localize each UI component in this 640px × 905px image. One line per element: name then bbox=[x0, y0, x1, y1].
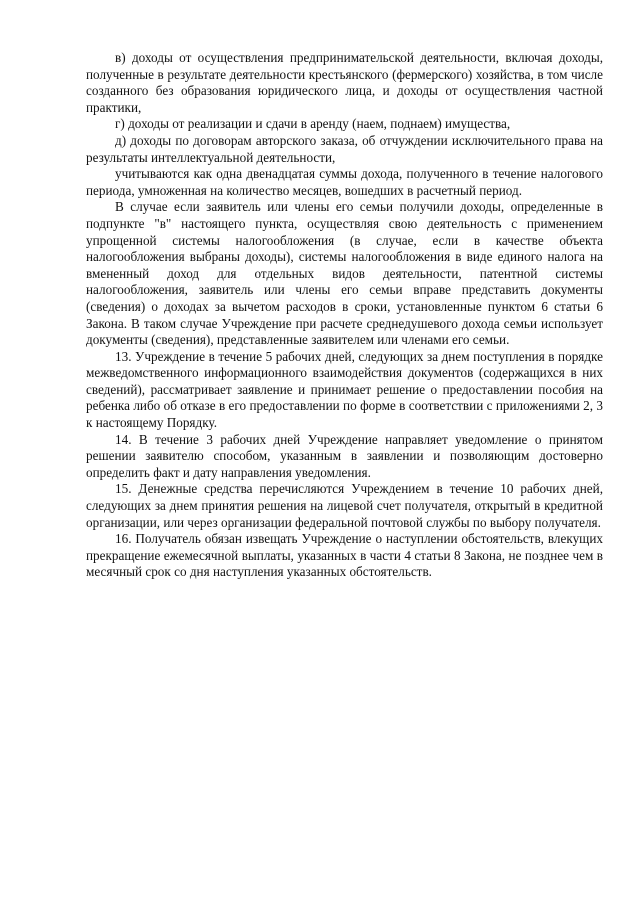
paragraph-subitem-v: в) доходы от осуществления предпринимательской деятельности, включая доходы, полученные в результате деятельности крестьянского (фермерского) хозяйства, в том числе созданного без образования юридического лица, и доходы от осуществления частной практики, bbox=[86, 50, 603, 115]
paragraph-item-16: 16. Получатель обязан извещать Учреждение о наступлении обстоятельств, влекущих прекращение ежемесячной выплаты, указанных в части 4 статьи 8 Закона, не позднее чем в месячный срок со дня наступления указанных обстоятельств. bbox=[86, 531, 603, 580]
paragraph-income-accounting: учитываются как одна двенадцатая суммы дохода, полученного в течение налогового периода, умноженная на количество месяцев, вошедших в расчетный период. bbox=[86, 166, 603, 198]
paragraph-item-14: 14. В течение 3 рабочих дней Учреждение направляет уведомление о принятом решении заявителю способом, указанным в заявлении и позволяющим достоверно определить факт и дату направления уведомления. bbox=[86, 431, 603, 480]
paragraph-item-13: 13. Учреждение в течение 5 рабочих дней, следующих за днем поступления в порядке межведомственного информационного взаимодействия документов (содержащихся в них сведений), рассматривает заявление и принимает решение о предоставлении пособия на ребенка либо об отказе в его предоставлении по форме в соответствии с приложениями 2, 3 к настоящему Порядку. bbox=[86, 348, 603, 431]
paragraph-subitem-g: г) доходы от реализации и сдачи в аренду (наем, поднаем) имущества, bbox=[115, 116, 511, 132]
paragraph-simplified-tax: В случае если заявитель или члены его семьи получили доходы, определенные в подпункте "в" настоящего пункта, осуществляя свою деятельность с применением упрощенной системы налогообложения (в случае, если в качестве объекта налогообложения выбраны доходы), системы налогообложения в виде единого налога на вмененный доход для отдельных видов деятельности, патентной системы налогообложения, заявитель или члены его семьи вправе представить документы (сведения) о доходах за вычетом расходов в сроки, установленные пунктом 6 статьи 6 Закона. В таком случае Учреждение при расчете среднедушевого дохода семьи использует документы (сведения), представленные заявителем или членами его семьи. bbox=[86, 199, 603, 348]
document-page bbox=[86, 50, 603, 581]
paragraph-item-15: 15. Денежные средства перечисляются Учреждением в течение 10 рабочих дней, следующих за днем принятия решения на лицевой счет получателя, открытый в кредитной организации, или через организации федеральной почтовой службы по выбору получателя. bbox=[86, 481, 603, 530]
paragraph-subitem-d: д) доходы по договорам авторского заказа, об отчуждении исключительного права на результаты интеллектуальной деятельности, bbox=[86, 132, 603, 165]
